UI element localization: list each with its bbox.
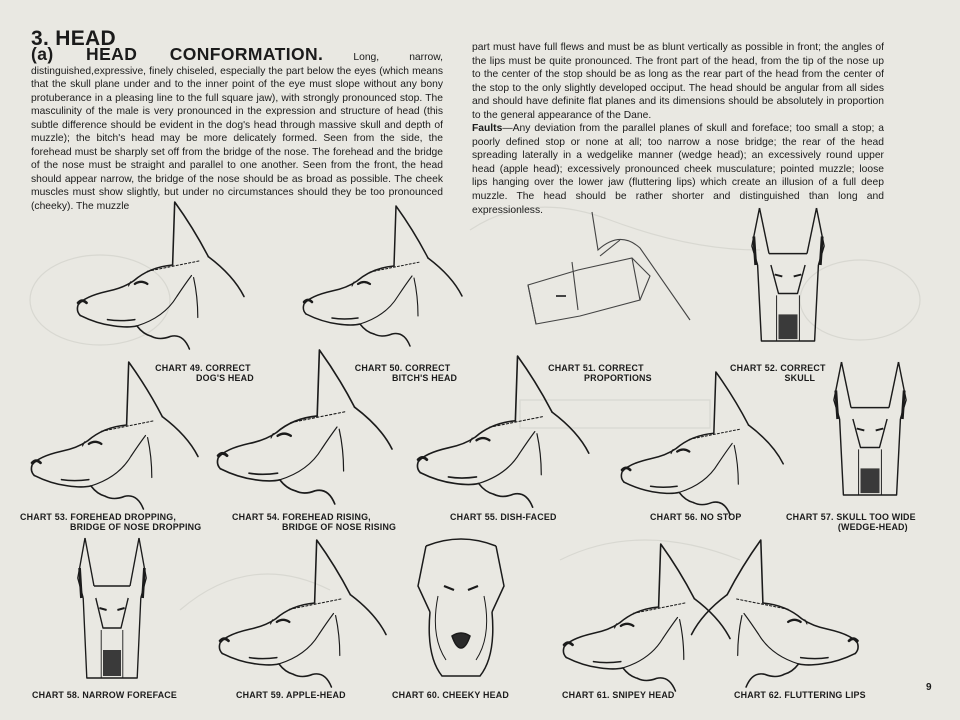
left-column-body: Long, narrow, distinguished,expressive, finely chiseled, especially the part below the eyes (which means that the skull plane under and to the inner point of the eye must slope without any bony protuberance in a pleasing line to the full square jaw), with strongly pronounced stop. The masculinity of the male is very pronounced in the expression and structure of head (this subtle difference should be evident in the dog's head through massive skull and depth of muzzle); the bitch's head may be more delicately formed. Seen from the side, the forehead must be sharply set off from the bridge of the nose. The forehead and the bridge of the nose must be straight and parallel to one another. Seen from the front, the head should appear narrow, the bridge of the nose should be as broad as possible. The cheek muscles must show slightly, but under no circumstances should they be too pronounced (cheeky). The muzzle <box>31 52 443 213</box>
chart-56-illustration <box>621 372 783 515</box>
chart-55-caption: CHART 55. DISH-FACED <box>450 512 557 522</box>
chart-56-caption: CHART 56. NO STOP <box>650 512 742 522</box>
chart-53-illustration <box>31 362 198 509</box>
chart-62-illustration <box>692 540 859 687</box>
chart-62-caption: CHART 62. FLUTTERING LIPS <box>734 690 866 700</box>
chart-50-caption: CHART 50. CORRECT BITCH'S HEAD <box>354 363 458 384</box>
chart-58-caption: CHART 58. NARROW FOREFACE <box>32 690 178 700</box>
faults-text: —Any deviation from the parallel planes of skull and foreface; too small a stop; a poorly defined stop or none at all; too narrow a nose bridge; the rear of the head spreading laterally in a wedgelike manner (wedge head); an excessively round upper head (apple head); excessively pronounced cheek musculature; pointed muzzle; loose lips hanging over the lower jaw (fluttering lips) which create an illusion of a full deep muzzle. The head should be rather shorter and distinguished than long and expressionless. <box>472 123 884 216</box>
chart-58-illustration <box>78 538 146 678</box>
section-title: 3. HEAD <box>31 27 116 50</box>
chart-59-caption: CHART 59. APPLE-HEAD <box>236 690 346 700</box>
chart-57-caption: CHART 57. SKULL TOO WIDE (WEDGE-HEAD) <box>786 512 916 533</box>
page-number: 9 <box>926 682 932 693</box>
chart-51-caption: CHART 51. CORRECT PROPORTIONS <box>548 363 652 384</box>
chart-49-caption: CHART 49. CORRECT DOG'S HEAD <box>155 363 254 384</box>
chart-57-illustration <box>834 362 906 495</box>
chart-60-illustration <box>418 539 504 676</box>
chart-49-illustration <box>77 202 244 349</box>
chart-50-illustration <box>303 206 462 346</box>
chart-51-illustration <box>528 212 690 324</box>
chart-61-caption: CHART 61. SNIPEY HEAD <box>562 690 675 700</box>
chart-52-caption: CHART 52. CORRECT SKULL <box>730 363 826 384</box>
chart-61-illustration <box>563 544 730 691</box>
chart-59-illustration <box>219 540 386 687</box>
head-conformation-subhead: (a) HEAD CONFORMATION. <box>31 44 324 64</box>
right-column-body: part must have full flews and must be as blunt vertically as possible in front; the angles of the lips must be quite pronounced. The front part of the head, from the tip of the nose up to the center of the stop should be as long as the rear part of the head from the center of the stop to the only slightly developed occiput. The head should be angular from all sides and should have definite flat planes and its dimensions should be absolutely in proportion to the general appearance of the Dane. <box>472 42 884 121</box>
chart-54-caption: CHART 54. FOREHEAD RISING, BRIDGE OF NOSE RISING <box>232 512 397 533</box>
chart-53-caption: CHART 53. FOREHEAD DROPPING, BRIDGE OF NOSE DROPPING <box>20 512 202 533</box>
faults-label: Faults <box>472 123 503 135</box>
chart-52-illustration <box>752 208 824 341</box>
chart-60-caption: CHART 60. CHEEKY HEAD <box>392 690 509 700</box>
